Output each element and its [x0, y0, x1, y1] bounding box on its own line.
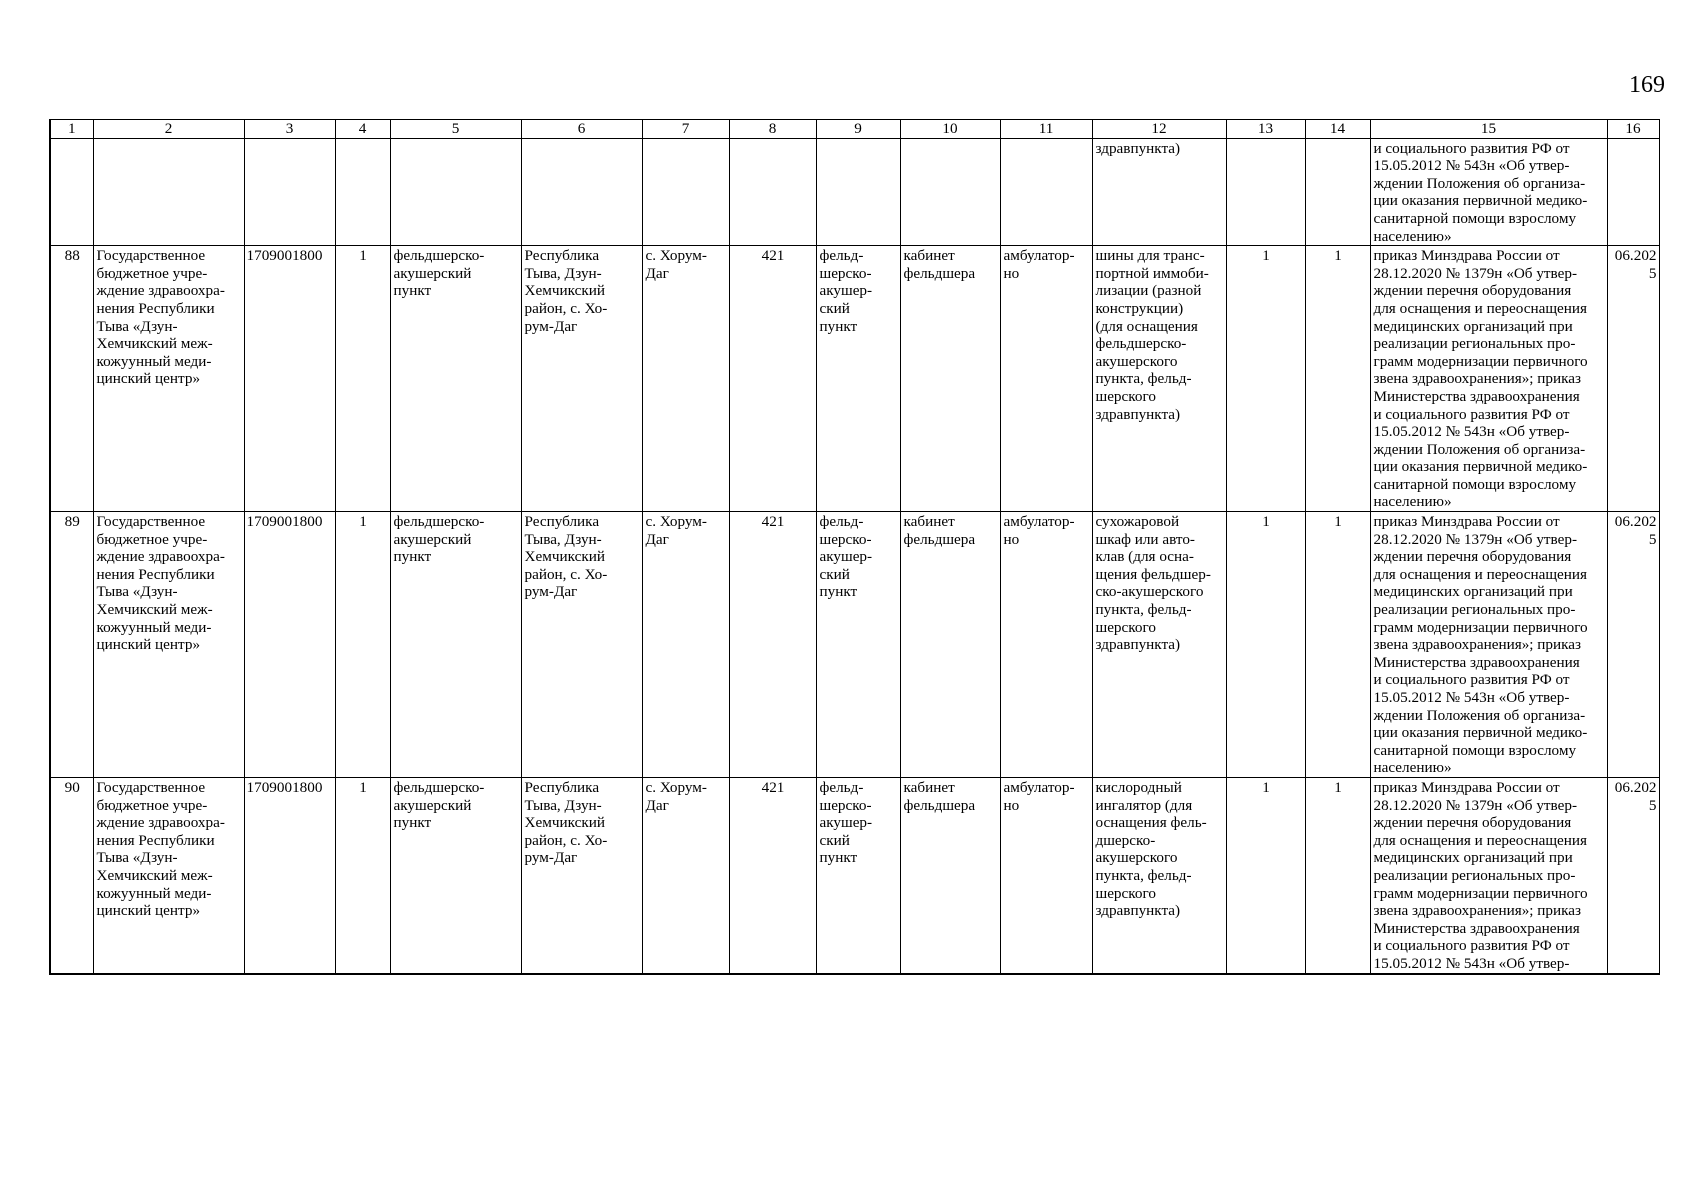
unit-type-cell: фельдшерско- акушерский пункт [390, 777, 521, 973]
date-cell: 06.2025 [1607, 512, 1659, 778]
col14-cell: 1 [1305, 512, 1370, 778]
column-number: 3 [244, 120, 335, 139]
column-number: 7 [642, 120, 729, 139]
code-cell: 1709001800 [244, 246, 335, 512]
column-number: 6 [521, 120, 642, 139]
page-number: 169 [1629, 72, 1665, 98]
row-number: 89 [50, 512, 93, 778]
col13-cell: 1 [1226, 777, 1305, 973]
column-number: 5 [390, 120, 521, 139]
cell [244, 138, 335, 246]
col13-cell: 1 [1226, 246, 1305, 512]
equipment-cell: кислородный ингалятор (для оснащения фель- дшерско- акушерского пункта, фельд- шерского здравпункта) [1092, 777, 1226, 973]
basis-cell: и социального развития РФ от 15.05.2012 № 543н «Об утвер- ждении Положения об организа- ции оказания первичной медико- санитарной помощи взрослому населению» [1370, 138, 1607, 246]
cell [521, 138, 642, 246]
row-number: 88 [50, 246, 93, 512]
continuation-row [50, 138, 1659, 246]
cell [729, 138, 816, 246]
room-cell: кабинет фельдшера [900, 246, 1000, 512]
column-number: 12 [1092, 120, 1226, 139]
cell [1000, 138, 1092, 246]
settlement-cell: с. Хорум- Даг [642, 512, 729, 778]
address-cell: Республика Тыва, Дзун- Хемчикский район, с. Хо- рум-Даг [521, 246, 642, 512]
unit-type-cell: фельдшерско- акушерский пункт [390, 246, 521, 512]
care-form-cell: амбулатор- но [1000, 777, 1092, 973]
date-cell: 06.2025 [1607, 246, 1659, 512]
subdivision-cell: фельд- шерско- акушер- ский пункт [816, 512, 900, 778]
date-cell: 06.2025 [1607, 777, 1659, 973]
quantity-cell: 1 [335, 246, 390, 512]
cell [390, 138, 521, 246]
quantity-cell: 1 [335, 777, 390, 973]
col14-cell: 1 [1305, 246, 1370, 512]
population-cell: 421 [729, 246, 816, 512]
column-number: 2 [93, 120, 244, 139]
col14-cell: 1 [1305, 777, 1370, 973]
population-cell: 421 [729, 777, 816, 973]
care-form-cell: амбулатор- но [1000, 512, 1092, 778]
organization-cell: Государственное бюджетное учре- ждение здравоохра- нения Республики Тыва «Дзун- Хемчикский меж- кожуунный меди- цинский центр» [93, 777, 244, 973]
address-cell: Республика Тыва, Дзун- Хемчикский район, с. Хо- рум-Даг [521, 777, 642, 973]
settlement-cell: с. Хорум- Даг [642, 777, 729, 973]
organization-cell: Государственное бюджетное учре- ждение здравоохра- нения Республики Тыва «Дзун- Хемчикский меж- кожуунный меди- цинский центр» [93, 246, 244, 512]
basis-cell: приказ Минздрава России от 28.12.2020 № 1379н «Об утвер- ждении перечня оборудования для оснащения и переоснащения медицинских организаций при реализации региональных про- грамм модернизации первичного звена здравоохранения»; приказ Министерства здравоохранения и социального развития РФ от 15.05.2012 № 543н «Об утвер- ждении Положения об организа- ции оказания первичной медико- санитарной помощи взрослому населению» [1370, 246, 1607, 512]
subdivision-cell: фельд- шерско- акушер- ский пункт [816, 246, 900, 512]
settlement-cell: с. Хорум- Даг [642, 246, 729, 512]
care-form-cell: амбулатор- но [1000, 246, 1092, 512]
column-number: 13 [1226, 120, 1305, 139]
cell [93, 138, 244, 246]
column-number: 9 [816, 120, 900, 139]
column-number: 8 [729, 120, 816, 139]
column-number: 16 [1607, 120, 1659, 139]
cell [1226, 138, 1305, 246]
column-number: 14 [1305, 120, 1370, 139]
table-row [50, 512, 1659, 778]
cell [642, 138, 729, 246]
cell [1305, 138, 1370, 246]
column-number: 15 [1370, 120, 1607, 139]
code-cell: 1709001800 [244, 777, 335, 973]
room-cell: кабинет фельдшера [900, 512, 1000, 778]
equipment-cell: шины для транс- портной иммоби- лизации (разной конструкции) (для оснащения фельдшерско- акушерского пункта, фельд- шерского здравпункта) [1092, 246, 1226, 512]
cell [1607, 138, 1659, 246]
column-number: 10 [900, 120, 1000, 139]
equipment-cell: здравпункта) [1092, 138, 1226, 246]
basis-cell: приказ Минздрава России от 28.12.2020 № 1379н «Об утвер- ждении перечня оборудования для оснащения и переоснащения медицинских организаций при реализации региональных про- грамм модернизации первичного звена здравоохранения»; приказ Министерства здравоохранения и социального развития РФ от 15.05.2012 № 543н «Об утвер- [1370, 777, 1607, 973]
table-row [50, 246, 1659, 512]
col13-cell: 1 [1226, 512, 1305, 778]
quantity-cell: 1 [335, 512, 390, 778]
equipment-table [49, 119, 1660, 975]
equipment-cell: сухожаровой шкаф или авто- клав (для осна- щения фельдшер- ско-акушерского пункта, фельд- шерского здравпункта) [1092, 512, 1226, 778]
cell [816, 138, 900, 246]
column-number: 11 [1000, 120, 1092, 139]
address-cell: Республика Тыва, Дзун- Хемчикский район, с. Хо- рум-Даг [521, 512, 642, 778]
column-numbers-row [50, 120, 1659, 139]
population-cell: 421 [729, 512, 816, 778]
cell [335, 138, 390, 246]
table-row [50, 777, 1659, 973]
column-number: 1 [50, 120, 93, 139]
row-number: 90 [50, 777, 93, 973]
column-number: 4 [335, 120, 390, 139]
organization-cell: Государственное бюджетное учре- ждение здравоохра- нения Республики Тыва «Дзун- Хемчикский меж- кожуунный меди- цинский центр» [93, 512, 244, 778]
cell [50, 138, 93, 246]
basis-cell: приказ Минздрава России от 28.12.2020 № 1379н «Об утвер- ждении перечня оборудования для оснащения и переоснащения медицинских организаций при реализации региональных про- грамм модернизации первичного звена здравоохранения»; приказ Министерства здравоохранения и социального развития РФ от 15.05.2012 № 543н «Об утвер- ждении Положения об организа- ции оказания первичной медико- санитарной помощи взрослому населению» [1370, 512, 1607, 778]
unit-type-cell: фельдшерско- акушерский пункт [390, 512, 521, 778]
room-cell: кабинет фельдшера [900, 777, 1000, 973]
code-cell: 1709001800 [244, 512, 335, 778]
subdivision-cell: фельд- шерско- акушер- ский пункт [816, 777, 900, 973]
cell [900, 138, 1000, 246]
